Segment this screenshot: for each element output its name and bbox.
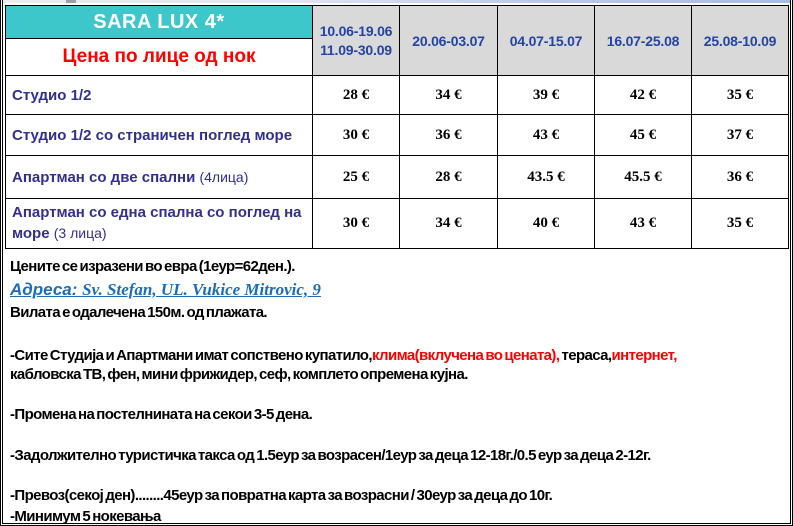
table-row xyxy=(6,115,789,156)
price-cell: 43 € xyxy=(595,199,692,249)
price-cell: 40 € xyxy=(498,199,595,249)
period-line: 11.09-30.09 xyxy=(320,41,392,58)
currency-note: Цените се изразени во евра (1еур=62ден.). xyxy=(10,258,295,275)
price-cell: 30 € xyxy=(313,115,400,156)
period-header-4: 16.07-25.08 xyxy=(595,6,692,76)
price-cell: 43.5 € xyxy=(498,156,595,199)
period-header-2: 20.06-03.07 xyxy=(400,6,498,76)
table-row xyxy=(6,156,789,199)
price-cell: 45.5 € xyxy=(595,156,692,199)
room-label-text: Студио 1/2 со страничен поглед море xyxy=(12,126,293,144)
room-label-note: (3 лица) xyxy=(53,225,107,241)
price-cell: 28 € xyxy=(313,76,400,115)
price-cell: 37 € xyxy=(692,115,789,156)
period-header-5: 25.08-10.09 xyxy=(692,6,789,76)
room-label-text: Апартман со една спална со поглед на море xyxy=(12,204,302,242)
price-cell: 34 € xyxy=(400,199,498,249)
price-cell: 43 € xyxy=(498,115,595,156)
amenities-text: -Сите Студија и Апартмани имат сопствено купатило, xyxy=(10,347,372,364)
table-row xyxy=(6,199,789,249)
price-cell: 35 € xyxy=(692,199,789,249)
price-cell: 34 € xyxy=(400,76,498,115)
price-title: Цена по лице од нок xyxy=(6,39,313,76)
room-label-note: (4лица) xyxy=(199,168,249,185)
period-header-1 xyxy=(313,6,400,76)
room-label-text: Студио 1/2 xyxy=(12,86,92,104)
amenities-text: тераса, xyxy=(559,347,612,364)
room-label xyxy=(6,76,313,115)
price-cell: 30 € xyxy=(313,199,400,249)
minimum-stay-note: -Минимум 5 нокевања xyxy=(10,508,161,525)
address-line xyxy=(10,279,784,300)
hotel-name: SARA LUX 4* xyxy=(6,6,313,39)
price-table xyxy=(5,5,789,249)
linen-note: -Промена на постелнината на секои 3-5 дена. xyxy=(10,406,313,423)
table-row xyxy=(6,76,789,115)
period-header-3: 04.07-15.07 xyxy=(498,6,595,76)
room-label xyxy=(6,156,313,199)
price-cell: 28 € xyxy=(400,156,498,199)
ruler-mark xyxy=(66,0,76,3)
tax-note: -Задолжително туристичка такса од 1.5еур за возрасен/1еур за деца 12-18г./0.5 еур за деца 2-12г. xyxy=(10,447,651,464)
price-cell: 25 € xyxy=(313,156,400,199)
notes-section xyxy=(3,249,790,526)
amenities-note xyxy=(10,346,784,384)
room-label xyxy=(6,199,313,249)
transport-note: -Превоз(секој ден)........45еур за повратна карта за возрасни / 30еур за деца до 10г. xyxy=(10,487,553,504)
room-label-text: Апартман со две спални xyxy=(12,168,196,186)
amenities-text: кабловска ТВ, фен, мини фрижидер, сеф, комплето опремена кујна. xyxy=(10,366,468,383)
price-cell: 42 € xyxy=(595,76,692,115)
price-cell: 39 € xyxy=(498,76,595,115)
price-cell: 35 € xyxy=(692,76,789,115)
amenities-highlight: интернет, xyxy=(611,347,677,364)
address-value: Sv. Stefan, UL. Vukice Mitrovic, 9 xyxy=(82,280,321,299)
address-label: Адреса: xyxy=(10,280,78,299)
price-cell: 45 € xyxy=(595,115,692,156)
room-label xyxy=(6,115,313,156)
period-line: 10.06-19.06 xyxy=(319,22,393,39)
window-top-strip xyxy=(3,0,790,3)
distance-note: Вилата е одалечена 150м. од плажата. xyxy=(10,304,267,321)
price-cell: 36 € xyxy=(400,115,498,156)
amenities-highlight: клима(вклучена во цената), xyxy=(371,347,560,364)
price-cell: 36 € xyxy=(692,156,789,199)
